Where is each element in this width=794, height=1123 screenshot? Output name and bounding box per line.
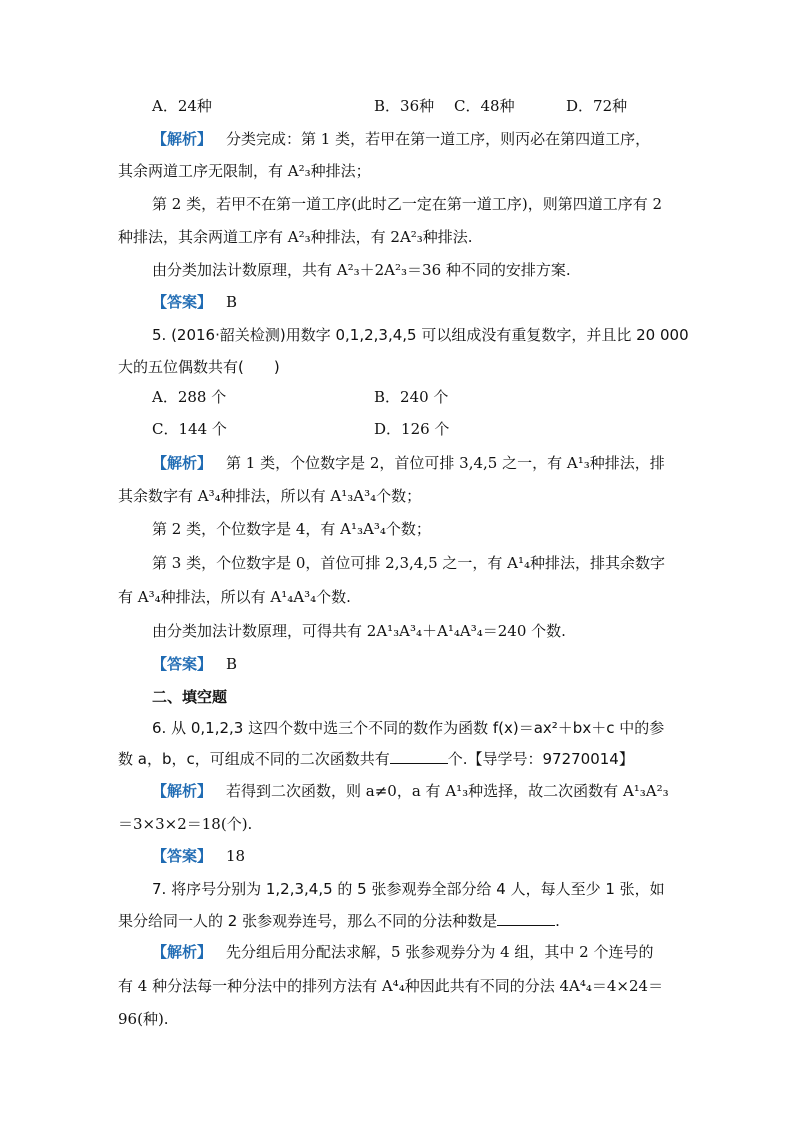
q4-options-row bbox=[152, 95, 712, 117]
analysis-tag: 【解析】 bbox=[152, 130, 213, 148]
analysis-tag: 【解析】 bbox=[152, 454, 213, 472]
q5-option-d: D．126 个 bbox=[374, 420, 450, 438]
q5-option-c: C．144 个 bbox=[152, 420, 227, 438]
q6-stem-line: 6. 从 0,1,2,3 这四个数中选三个不同的数作为函数 f(x)＝ax²＋bx＋c 中的参 bbox=[152, 719, 665, 737]
q5-stem-line: 大的五位偶数共有( ) bbox=[118, 358, 280, 376]
q7-analysis-line bbox=[152, 941, 712, 963]
analysis-text: 第 1 类，个位数字是 2，首位可排 3,4,5 之一，有 A¹₃种排法，排 bbox=[226, 454, 665, 472]
section-heading: 二、填空题 bbox=[152, 688, 228, 706]
q4-analysis-line: 种排法，其余两道工序有 A²₃种排法，有 2A²₃种排法. bbox=[118, 228, 473, 246]
q5-stem-line: 5. (2016·韶关检测)用数字 0,1,2,3,4,5 可以组成没有重复数字，并且比 20 000 bbox=[152, 326, 689, 344]
q4-analysis-line: 由分类加法计数原理，共有 A²₃＋2A²₃＝36 种不同的安排方案. bbox=[152, 261, 571, 279]
q5-analysis-line: 有 A³₄种排法，所以有 A¹₄A³₄个数. bbox=[118, 588, 351, 606]
q7-analysis-line: 96(种). bbox=[118, 1010, 169, 1028]
q5-option-a: A．288 个 bbox=[152, 388, 227, 406]
q5-analysis-line bbox=[152, 452, 712, 474]
q5-analysis-line: 由分类加法计数原理，可得共有 2A¹₃A³₄＋A¹₄A³₄＝240 个数. bbox=[152, 622, 566, 640]
q6-answer-line bbox=[152, 845, 712, 867]
answer-tag: 【答案】 bbox=[152, 847, 213, 865]
q5-analysis-line: 第 2 类，个位数字是 4，有 A¹₃A³₄个数； bbox=[152, 520, 431, 538]
answer-value: B bbox=[226, 655, 238, 673]
q4-option-a: A．24种 bbox=[152, 97, 212, 115]
q7-stem-text: 果分给同一人的 2 张参观券连号，那么不同的分法种数是 bbox=[118, 912, 498, 930]
q6-stem-line bbox=[118, 748, 678, 770]
q5-options-row bbox=[152, 386, 712, 408]
analysis-tag: 【解析】 bbox=[152, 782, 213, 800]
answer-value: B bbox=[226, 293, 238, 311]
q4-option-b: B．36种 bbox=[374, 97, 435, 115]
q5-answer-line bbox=[152, 653, 712, 675]
q4-option-c: C．48种 bbox=[454, 97, 515, 115]
q4-option-d: D．72种 bbox=[566, 97, 628, 115]
q6-stem-text: 数 a，b，c，可组成不同的二次函数共有 bbox=[118, 750, 390, 768]
q7-analysis-line: 有 4 种分法每一种分法中的排列方法有 A⁴₄种因此共有不同的分法 4A⁴₄＝4×24＝ bbox=[118, 977, 664, 995]
q7-stem-line: 7. 将序号分别为 1,2,3,4,5 的 5 张参观券全部分给 4 人，每人至少 1 张，如 bbox=[152, 880, 665, 898]
q4-analysis-line: 其余两道工序无限制，有 A²₃种排法； bbox=[118, 162, 371, 180]
q6-analysis-line: ＝3×3×2＝18(个). bbox=[118, 815, 253, 833]
q6-guide-number: 个.【导学号：97270014】 bbox=[447, 750, 634, 768]
q5-analysis-line: 第 3 类，个位数字是 0，首位可排 2,3,4,5 之一，有 A¹₄种排法，排其余数字 bbox=[152, 554, 666, 572]
analysis-tag: 【解析】 bbox=[152, 943, 213, 961]
q5-option-b: B．240 个 bbox=[374, 388, 449, 406]
answer-tag: 【答案】 bbox=[152, 655, 213, 673]
analysis-text: 先分组后用分配法求解，5 张参观券分为 4 组，其中 2 个连号的 bbox=[226, 943, 654, 961]
answer-tag: 【答案】 bbox=[152, 293, 213, 311]
q5-options-row bbox=[152, 418, 712, 440]
q7-stem-line bbox=[118, 910, 678, 932]
q4-analysis-line: 第 2 类，若甲不在第一道工序(此时乙一定在第一道工序)，则第四道工序有 2 bbox=[152, 195, 663, 213]
q4-analysis-line bbox=[152, 128, 712, 150]
q4-answer-line bbox=[152, 291, 712, 313]
q6-analysis-line bbox=[152, 780, 712, 802]
answer-blank[interactable] bbox=[497, 911, 555, 926]
analysis-text: 分类完成：第 1 类，若甲在第一道工序，则丙必在第四道工序， bbox=[226, 130, 651, 148]
q5-analysis-line: 其余数字有 A³₄种排法，所以有 A¹₃A³₄个数； bbox=[118, 487, 422, 505]
answer-value: 18 bbox=[226, 847, 246, 865]
analysis-text: 若得到二次函数，则 a≠0，a 有 A¹₃种选择，故二次函数有 A¹₃A²₃ bbox=[226, 782, 669, 800]
q7-stem-end: . bbox=[555, 912, 560, 930]
answer-blank[interactable] bbox=[390, 749, 448, 764]
